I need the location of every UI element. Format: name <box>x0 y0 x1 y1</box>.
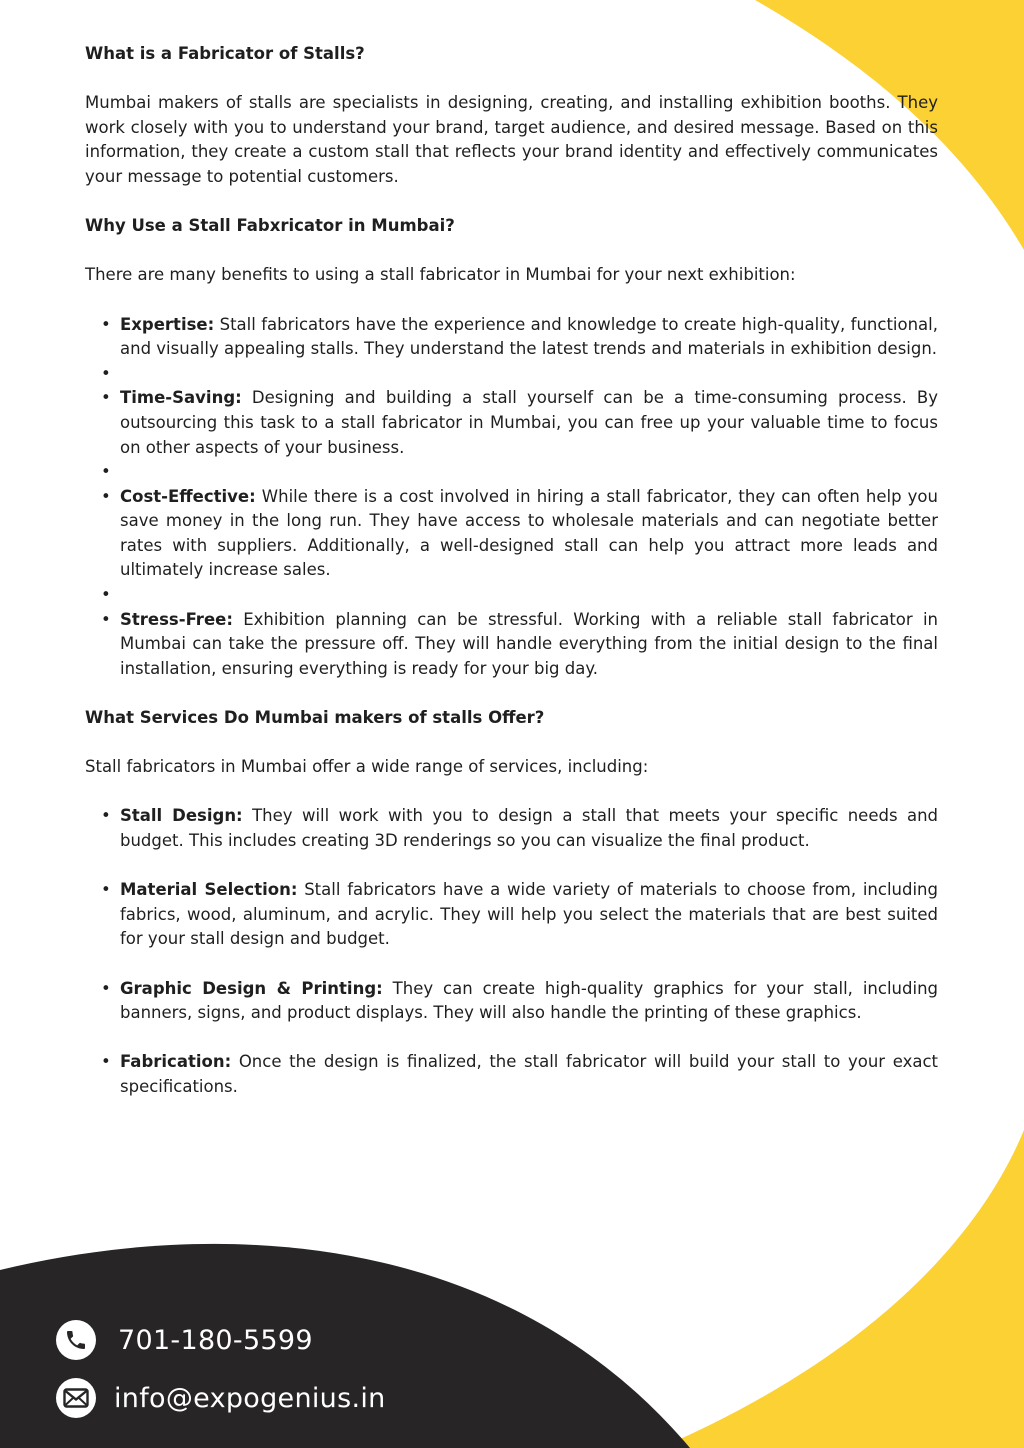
benefits-list <box>85 313 938 682</box>
list-item-expertise: • Expertise: Stall fabricators have the experience and knowledge to create high-quality, functional, and visually appealing stalls. They understand the latest trends and materials in exhibition design. <box>120 313 938 362</box>
list-item-fabrication: • Fabrication: Once the design is finalized, the stall fabricator will build your stall to your exact specifications. <box>120 1050 938 1099</box>
phone-contact[interactable] <box>56 1320 313 1360</box>
heading-why-use: Why Use a Stall Fabxricator in Mumbai? <box>85 216 455 236</box>
list-item-material-selection: • Material Selection: Stall fabricators have a wide variety of materials to choose from, including fabrics, wood, aluminum, and acrylic. They will help you select the materials that are best suited for your stall design and budget. <box>120 878 938 952</box>
paragraph-why-use-intro: There are many benefits to using a stall fabricator in Mumbai for your next exhibition: <box>85 265 796 285</box>
list-item-cost-effective: • Cost-Effective: While there is a cost involved in hiring a stall fabricator, they can often help you save money in the long run. They have access to wholesale materials and can negotiate better rates with suppliers. Additionally, a well-designed stall can help you attract more leads and ultimately increase sales. <box>120 485 938 583</box>
bottom-right-yellow-arc <box>660 1130 1024 1448</box>
services-list <box>85 804 938 1099</box>
paragraph-services-intro: Stall fabricators in Mumbai offer a wide range of services, including: <box>85 757 649 777</box>
mail-icon <box>56 1378 96 1418</box>
heading-services: What Services Do Mumbai makers of stalls Offer? <box>85 708 545 728</box>
email-contact[interactable] <box>56 1378 386 1418</box>
list-item-stress-free: • Stress-Free: Exhibition planning can be stressful. Working with a reliable stall fabricator in Mumbai can take the pressure off. They will handle everything from the initial design to the final installation, ensuring everything is ready for your big day. <box>120 608 938 682</box>
list-item-empty <box>120 460 938 485</box>
list-item-empty <box>120 583 938 608</box>
paragraph-what-is: Mumbai makers of stalls are specialists in designing, creating, and installing exhibition booths. They work closely with you to understand your brand, target audience, and desired message. Based on this information, they create a custom stall that reflects your brand identity and effectively communicates your message to potential customers. <box>85 93 938 186</box>
article-body <box>85 42 938 1100</box>
list-item-empty <box>120 362 938 387</box>
list-item-time-saving: • Time-Saving: Designing and building a stall yourself can be a time-consuming process. By outsourcing this task to a stall fabricator in Mumbai, you can free up your valuable time to focus on other aspects of your business. <box>120 386 938 460</box>
email-address[interactable]: info@expogenius.in <box>114 1382 386 1414</box>
list-item-stall-design: • Stall Design: They will work with you to design a stall that meets your specific needs and budget. This includes creating 3D renderings so you can visualize the final product. <box>120 804 938 853</box>
phone-number[interactable]: 701-180-5599 <box>118 1324 313 1356</box>
heading-what-is: What is a Fabricator of Stalls? <box>85 44 365 63</box>
phone-icon <box>56 1320 96 1360</box>
list-item-graphic-design: • Graphic Design & Printing: They can create high-quality graphics for your stall, including banners, signs, and product displays. They will also handle the printing of these graphics. <box>120 977 938 1026</box>
